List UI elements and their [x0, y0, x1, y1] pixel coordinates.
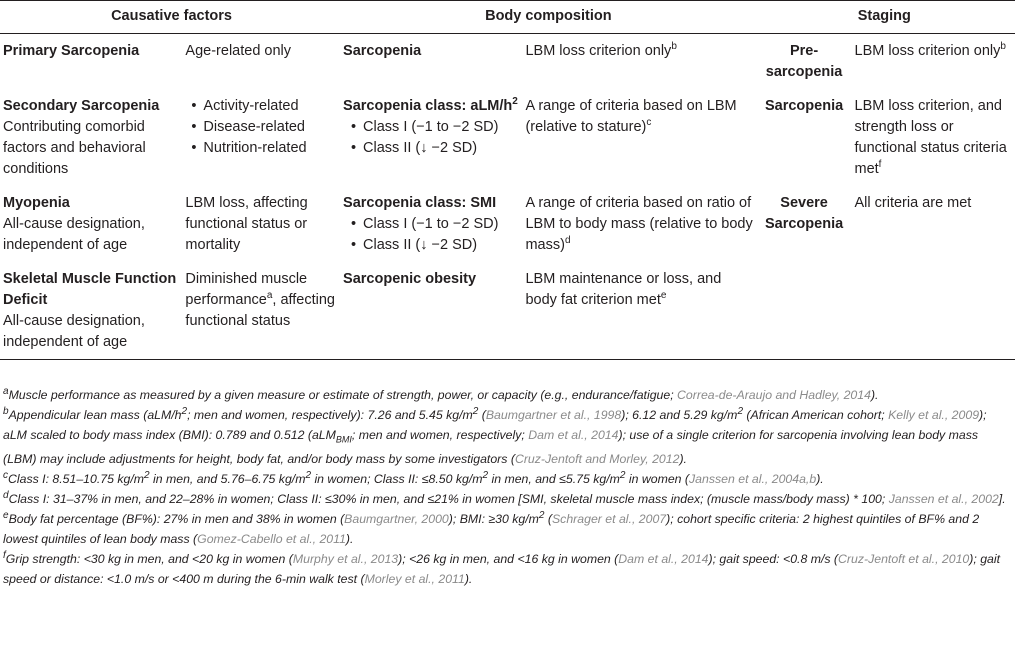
body-criteria: A range of criteria based on ratio of LBM to body mass (relative to body mass)	[525, 195, 753, 253]
footnote-text: ).	[679, 452, 687, 467]
citation-link[interactable]: Kelly et al., 2009	[888, 408, 980, 422]
footnote-text: in women (	[625, 472, 690, 487]
body-title-text: Sarcopenia class: aLM/h	[343, 98, 513, 114]
row-title: Secondary Sarcopenia	[3, 98, 160, 114]
factor-cell: Age-related only	[185, 43, 292, 59]
row-title-cell	[0, 34, 185, 90]
footnote-text: in men, and 5.76–6.75 kg/m	[149, 472, 306, 487]
footnote-text: (African American cohort;	[743, 408, 889, 422]
factor-cell	[185, 262, 343, 360]
footnote-d	[3, 489, 1011, 509]
footnote-mark: a	[266, 290, 273, 302]
body-criteria-cell	[525, 262, 753, 360]
footnote-text: ); gait speed or distance: <1.0 m/s or <400 m during the 6-min walk test (	[3, 552, 1001, 587]
body-criteria-cell	[525, 89, 753, 186]
body-title: Sarcopenic obesity	[343, 271, 477, 287]
row-title: Primary Sarcopenia	[3, 43, 140, 59]
footnote-text: Class I: 8.51–10.75 kg/m	[8, 472, 145, 487]
body-title	[343, 98, 518, 114]
footnote-text: (	[478, 408, 486, 422]
citation-link[interactable]: Janssen et al., 2004a,b	[689, 472, 817, 487]
citation-link[interactable]: Dam et al., 2014	[528, 428, 619, 442]
footnote-text: Grip strength: <30 kg in men, and <20 kg in women (	[5, 552, 293, 567]
factor-text: , affecting functional status	[185, 292, 335, 329]
body-title-cell	[343, 262, 525, 360]
footnote-mark: b	[671, 41, 677, 53]
footnote-text: ).	[464, 572, 473, 587]
footnote-text: Class I: 31–37% in men, and 22–28% in women; Class II: ≤30% in men, and ≤21% in women [SMI, skeletal muscle mass index; (muscle mass/body mass) * 100;	[8, 492, 889, 507]
footnote-e	[3, 509, 1011, 549]
citation-link[interactable]: Baumgartner et al., 1998	[485, 408, 622, 422]
footnote-text: Muscle performance as measured by a given measure or estimate of strength, power, or capacity (e.g., endurance/fatigue;	[8, 388, 678, 402]
body-criteria-cell	[525, 186, 753, 262]
superscript: 2	[737, 405, 743, 417]
header-row	[0, 1, 1015, 34]
factor-cell: LBM loss, affecting functional status or mortality	[185, 195, 308, 253]
citation-link[interactable]: Dam et al., 2014	[618, 552, 709, 567]
footnote-text: Body fat percentage (BF%): 27% in men and 38% in women (	[8, 512, 345, 527]
footnote-text: in men, and ≤5.75 kg/m	[488, 472, 620, 487]
header-causative-factors: Causative factors	[111, 7, 232, 24]
stage-criteria-cell: All criteria are met	[854, 195, 972, 211]
table-row	[0, 186, 1015, 262]
body-criteria: LBM loss criterion only	[525, 43, 672, 59]
stage-title-line2: sarcopenia	[765, 64, 843, 80]
superscript: 2	[512, 96, 518, 108]
subscript: BMI	[335, 434, 352, 445]
citation-link[interactable]: Murphy et al., 2013	[292, 552, 399, 567]
footnote-mark: c	[3, 470, 8, 482]
footnote-text: ); <26 kg in men, and <16 kg in women (	[398, 552, 619, 567]
footnote-f	[3, 549, 1011, 589]
body-criteria: LBM maintenance or loss, and body fat criterion met	[525, 271, 722, 308]
footnote-mark: d	[564, 235, 571, 247]
superscript: 2	[619, 470, 626, 482]
list-item: • Class II (↓ −2 SD)	[343, 235, 525, 256]
citation-link[interactable]: Schrager et al., 2007	[551, 512, 667, 527]
factor-cell	[185, 89, 343, 186]
footnote-mark: e	[3, 510, 9, 522]
factor-text: Diminished muscle performance	[185, 271, 308, 308]
superscript: 2	[538, 510, 545, 522]
footnote-text: ; men and women, respectively;	[351, 428, 529, 442]
citation-link[interactable]: Cruz-Jentoft and Morley, 2012	[514, 452, 680, 467]
body-title-cell	[343, 89, 525, 186]
stage-title-line1: Severe	[780, 195, 828, 211]
factor-list	[185, 96, 343, 159]
footnote-text: ).	[870, 388, 879, 402]
table-row	[0, 262, 1015, 360]
footnote-text: ); 6.12 and 5.29 kg/m	[621, 408, 738, 422]
stage-criteria-cell	[855, 34, 1015, 90]
stage-title-line1: Pre-	[789, 43, 819, 59]
footnote-mark: e	[660, 290, 667, 302]
footnote-mark: c	[646, 117, 652, 129]
stage-criteria: LBM loss criterion only	[854, 43, 1001, 59]
row-title: Myopenia	[3, 195, 70, 211]
footnote-text: ); cohort specific criteria: 2 highest quintiles of BF% and 2 lowest quintiles of lean body mass (	[3, 512, 980, 547]
row-title-cell	[0, 262, 185, 360]
footnote-c	[3, 469, 1011, 489]
citation-link[interactable]: Baumgartner, 2000	[344, 512, 449, 527]
stage-title-line2: Sarcopenia	[764, 216, 844, 232]
header-staging: Staging	[857, 7, 911, 24]
citation-link[interactable]: Janssen et al., 2002	[888, 492, 999, 507]
citation-link[interactable]: Morley et al., 2011	[364, 572, 465, 587]
table-footnotes	[3, 385, 1011, 589]
list-item: • Class II (↓ −2 SD)	[343, 138, 525, 159]
list-item: • Activity-related	[185, 96, 343, 117]
citation-link[interactable]: Correa-de-Araujo and Hadley, 2014	[677, 388, 871, 402]
body-title: Sarcopenia	[343, 43, 422, 59]
superscript: 2	[144, 470, 150, 482]
stage-title-cell	[754, 34, 855, 90]
footnote-text: ; men and women, respectively): 7.26 and 5.45 kg/m	[187, 408, 473, 422]
footnote-mark: b	[3, 405, 9, 417]
stage-title-cell	[754, 262, 855, 360]
footnote-text: (	[544, 512, 552, 527]
body-title-cell	[343, 34, 525, 90]
stage-title-cell	[754, 89, 855, 186]
footnote-text: ).	[345, 532, 354, 547]
row-title-cell	[0, 186, 185, 262]
row-title: Skeletal Muscle Function Deficit	[3, 271, 177, 308]
footnote-mark: a	[3, 385, 9, 397]
stage-criteria: LBM loss criterion, and strength loss or functional status criteria met	[854, 98, 1007, 177]
body-criteria: A range of criteria based on LBM (relative to stature)	[525, 98, 737, 135]
citation-link[interactable]: Gomez-Cabello et al., 2011	[197, 532, 346, 547]
footnote-a	[3, 385, 1011, 405]
footnote-text: ).	[816, 472, 824, 487]
table-row	[0, 34, 1015, 90]
footnote-text: ); aLM scaled to body mass index (BMI): 0.789 and 0.512 (aLM	[3, 408, 987, 442]
superscript: 2	[482, 470, 489, 482]
table-row	[0, 89, 1015, 186]
class-list	[343, 117, 525, 159]
list-item: • Class I (−1 to −2 SD)	[343, 214, 525, 235]
superscript: 2	[305, 470, 312, 482]
row-title-cell	[0, 89, 185, 186]
list-item: • Class I (−1 to −2 SD)	[343, 117, 525, 138]
stage-criteria-cell	[855, 89, 1015, 186]
stage-title: Sarcopenia	[764, 98, 844, 114]
footnote-mark: f	[878, 159, 882, 171]
footnote-mark: b	[1000, 41, 1006, 53]
class-list	[343, 214, 525, 256]
list-item: • Nutrition-related	[185, 138, 343, 159]
stage-title-cell	[754, 186, 855, 262]
body-criteria-cell	[525, 34, 753, 90]
footnote-text: ].	[998, 492, 1006, 507]
row-description: All-cause designation, independent of age	[3, 313, 145, 350]
footnote-text: ); gait speed: <0.8 m/s (	[708, 552, 839, 567]
stage-criteria-cell	[855, 262, 1015, 360]
superscript: 2	[472, 405, 479, 417]
header-body-composition: Body composition	[485, 7, 612, 24]
row-description: All-cause designation, independent of age	[3, 216, 145, 253]
body-title: Sarcopenia class: SMI	[343, 195, 497, 211]
row-description: Contributing comorbid factors and behavioral conditions	[3, 119, 146, 177]
footnote-b	[3, 405, 1011, 469]
footnote-text: ); BMI: ≥30 kg/m	[448, 512, 539, 527]
footnote-text: Appendicular lean mass (aLM/h	[8, 408, 182, 422]
footnote-text: in women; Class II: ≤8.50 kg/m	[311, 472, 483, 487]
citation-link[interactable]: Cruz-Jentoft et al., 2010	[838, 552, 970, 567]
stage-title	[766, 43, 843, 80]
superscript: 2	[181, 405, 188, 417]
list-item: • Disease-related	[185, 117, 343, 138]
footnote-text: ); use of a single criterion for sarcopenia involving lean body mass (LBM) may include adjustments for height, body fat, and/or body mass by some investigators (	[3, 428, 978, 467]
body-title-cell	[343, 186, 525, 262]
footnote-mark: f	[3, 550, 6, 562]
footnote-mark: d	[3, 490, 9, 502]
stage-title	[765, 195, 843, 232]
